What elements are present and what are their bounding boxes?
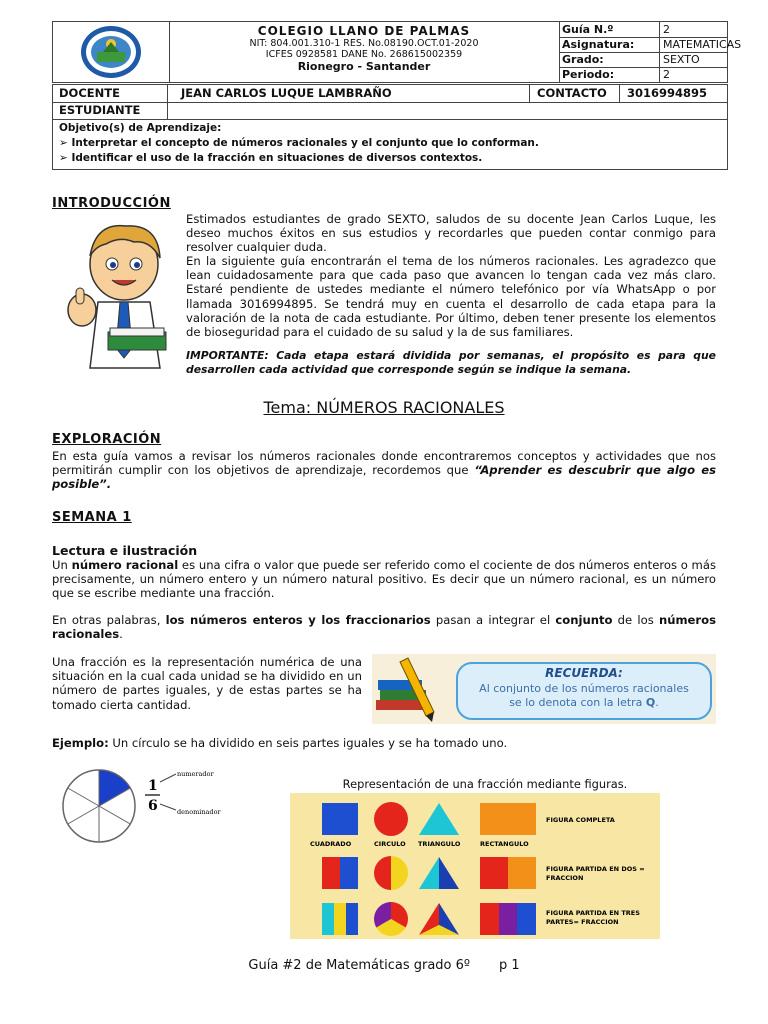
semana-paragraph-2: En otras palabras, los números enteros y los fraccionarios pasan a integrar el conjunto de los números racionales. <box>52 613 716 642</box>
recuerda-text-1: Al conjunto de los números racionales <box>479 682 689 695</box>
fraction-denominator: 6 <box>148 798 158 814</box>
school-nit: NIT: 804.001.310-1 RES. No.08190.OCT.01-2020 <box>249 38 479 49</box>
intro-paragraph-2: En la siguiente guía encontrarán el tema de los números racionales. Les agradezco que lean cuidadosamente para que cada paso que avancen lo tengan cada vez más claro. Estaré pendiente de ustedes mediante el número telefónico por vía WhatsApp o por llamada 3016994895. Se tendrá muy en cuenta el desarrollo de cada etapa para la valoración de la nota de cada estudiante. Por último, deben tener presente los elementos de bioseguridad para el cuidado de su salud y la de sus familiares. <box>186 254 716 340</box>
intro-paragraph-1: Estimados estudiantes de grado SEXTO, saludos de su docente Jean Carlos Luque, les deseo muchos éxitos en sus estudios y recordarles que pueden contar conmigo para resolver cualquier duda. <box>186 212 716 255</box>
recuerda-title: RECUERDA: <box>545 666 623 680</box>
meta-asignatura: Asignatura: MATEMATICAS <box>559 37 727 53</box>
row-label-completa: FIGURA COMPLETA <box>546 816 615 824</box>
lectura-subtitle: Lectura e ilustración <box>52 543 198 558</box>
school-logo-cell <box>53 22 170 82</box>
objetivo-item: ➢ Identificar el uso de la fracción en situaciones de diversos contextos. <box>59 152 483 164</box>
svg-text:PARTES= FRACCION: PARTES= FRACCION <box>546 918 619 926</box>
shape-label-triangulo: TRIANGULO <box>418 840 461 848</box>
docente-row <box>53 85 727 103</box>
exploracion-title: EXPLORACIÓN <box>52 432 162 447</box>
school-name: COLEGIO LLANO DE PALMAS <box>257 24 471 38</box>
intro-title: INTRODUCCIÓN <box>52 196 171 211</box>
school-info <box>169 22 560 82</box>
semana-paragraph-1: Un número racional es una cifra o valor que puede ser referido como el cociente de dos números enteros o más precisamente, un número entero y un número natural positivo. Es decir que un número racional, es un número que se escribe mediante una fracción. <box>52 558 716 601</box>
objetivo-item: ➢ Interpretar el concepto de números racionales y el conjunto que lo conforman. <box>59 137 539 149</box>
shape-label-rectangulo: RECTANGULO <box>480 840 529 848</box>
header-table <box>52 21 742 83</box>
meta-grado: Grado: SEXTO <box>559 52 727 68</box>
shape-label-cuadrado: CUADRADO <box>310 840 352 848</box>
school-icfes: ICFES 0928581 DANE No. 268615002359 <box>265 49 463 60</box>
semana-paragraph-3: Una fracción es la representación numérica de una situación en la cual cada unidad se ha dividido en un número de partes iguales, y de estas partes se ha tomado cierta cantidad. <box>52 655 362 712</box>
row-label-tres: FIGURA PARTIDA EN TRES <box>546 909 640 917</box>
recuerda-text-2: se lo denota con la letra Q. <box>509 696 659 709</box>
estudiante-label: ESTUDIANTE <box>59 103 141 117</box>
contacto-label: CONTACTO <box>537 86 607 100</box>
school-logo-icon <box>53 22 169 82</box>
tema-title: Tema: NÚMEROS RACIONALES <box>263 398 505 417</box>
shape-label-circulo: CIRCULO <box>374 840 406 848</box>
recuerda-box <box>372 654 716 724</box>
row-label-dos: FIGURA PARTIDA EN DOS = <box>546 865 645 873</box>
svg-text:FRACCION: FRACCION <box>546 874 584 882</box>
circle-fraction-diagram <box>52 764 232 844</box>
exploracion-text: En esta guía vamos a revisar los números racionales donde encontraremos conceptos y actividades que nos permitirán cumplir con los objetivos de aprendizaje, recordemos que “Aprender es descubrir que algo es posible”. <box>52 449 716 492</box>
school-city: Rionegro - Santander <box>297 60 431 73</box>
meta-guia: Guía N.º 2 <box>559 22 727 38</box>
recuerda-bubble <box>456 662 712 720</box>
meta-periodo: Periodo: 2 <box>562 68 670 81</box>
figuras-caption: Representación de una fracción mediante figuras. <box>342 777 628 791</box>
page-footer: Guía #2 de Matemáticas grado 6º p 1 <box>248 958 520 973</box>
estudiante-row <box>53 102 727 120</box>
books-pencil-icon <box>372 654 452 724</box>
ejemplo-line: Ejemplo: Un círculo se ha dividido en seis partes iguales y se ha tomado uno. <box>52 736 508 750</box>
docente-value: JEAN CARLOS LUQUE LAMBRAÑO <box>181 86 392 100</box>
numerador-label: numerador <box>177 770 214 778</box>
fraction-shapes-figure <box>290 793 660 939</box>
denominador-label: denominador <box>177 808 221 816</box>
intro-importante: IMPORTANTE: Cada etapa estará dividida por semanas, el propósito es para que desarrollen cada actividad que corresponde según se indique la semana. <box>186 349 716 376</box>
objetivos-title: Objetivo(s) de Aprendizaje: <box>59 122 222 134</box>
docente-label: DOCENTE <box>59 86 120 100</box>
objetivos-cell <box>53 120 727 170</box>
semana-title: SEMANA 1 <box>52 510 132 525</box>
guide-meta <box>559 22 742 82</box>
contacto-value: 3016994895 <box>627 86 708 100</box>
teacher-cartoon-icon <box>62 218 178 378</box>
fraction-numerator: 1 <box>148 778 158 794</box>
info-table <box>52 84 728 170</box>
